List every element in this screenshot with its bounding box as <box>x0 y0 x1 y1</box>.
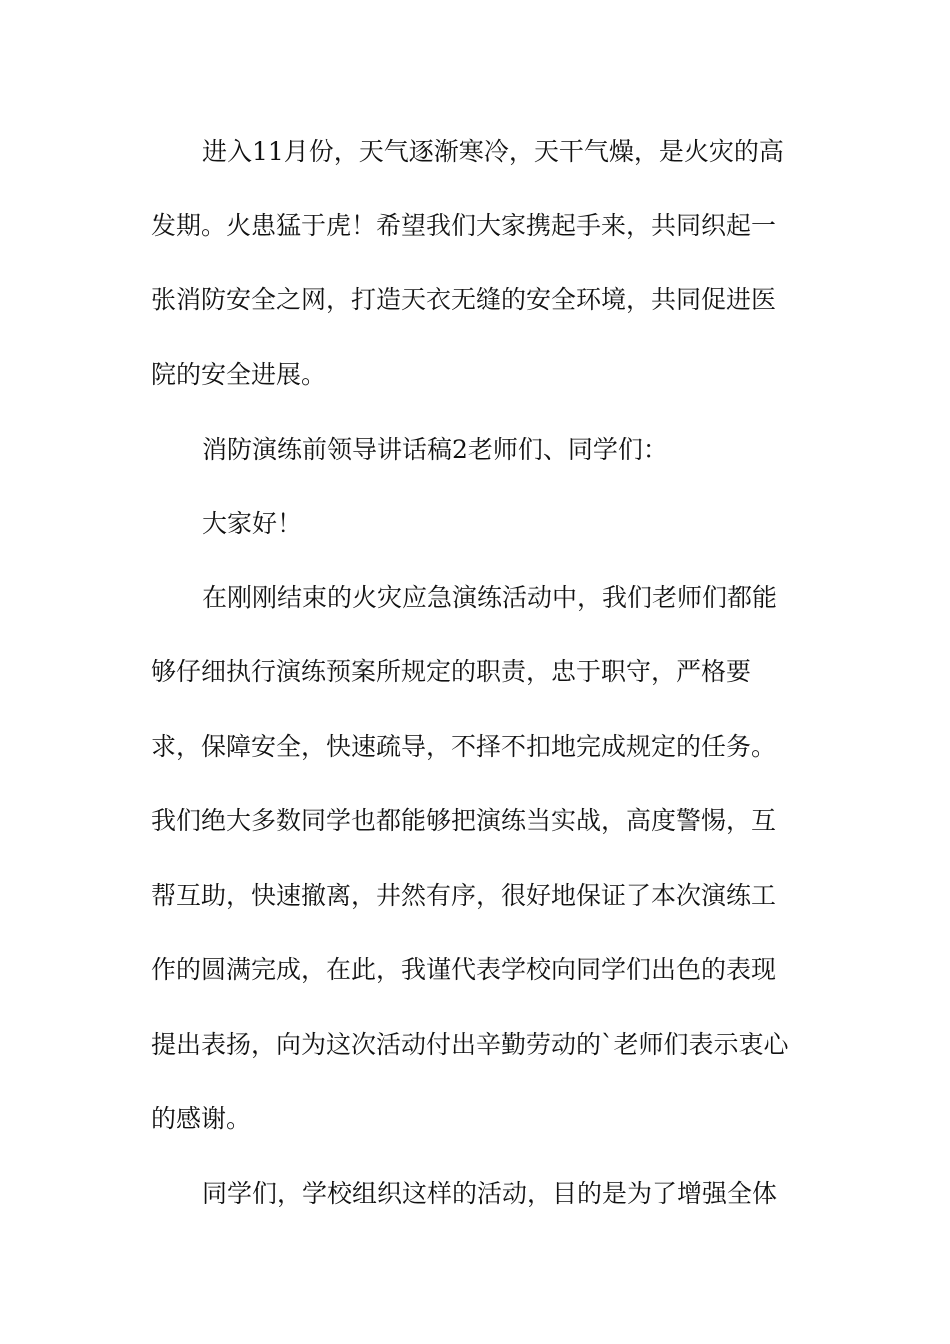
paragraph-line: 作的圆满完成，在此，我谨代表学校向同学们出色的表现 <box>151 955 777 984</box>
paragraph-line: 发期。火患猛于虎！希望我们大家携起手来，共同织起一 <box>151 211 777 240</box>
paragraph-line: 同学们，学校组织这样的活动，目的是为了增强全体 <box>202 1179 778 1208</box>
section-heading-line: 消防演练前领导讲话稿2老师们、同学们： <box>202 435 668 464</box>
paragraph-line: 进入11月份，天气逐渐寒冷，天干气燥，是火灾的高 <box>202 137 784 166</box>
paragraph-line: 在刚刚结束的火灾应急演练活动中，我们老师们都能 <box>202 583 778 612</box>
paragraph-line: 够仔细执行演练预案所规定的职责，忠于职守，严格要 <box>151 657 752 686</box>
paragraph-line: 提出表扬，向为这次活动付出辛勤劳动的`老师们表示衷心 <box>151 1030 789 1059</box>
paragraph-line: 张消防安全之网，打造天衣无缝的安全环境，共同促进医 <box>151 285 777 314</box>
paragraph-line: 求，保障安全，快速疏导，不择不扣地完成规定的任务。 <box>151 732 777 761</box>
paragraph-line: 院的安全进展。 <box>151 360 327 389</box>
greeting-line: 大家好！ <box>202 509 303 538</box>
paragraph-line: 的感谢。 <box>151 1104 252 1133</box>
paragraph-line: 帮互助，快速撤离，井然有序，很好地保证了本次演练工 <box>151 881 777 910</box>
paragraph-line: 我们绝大多数同学也都能够把演练当实战，高度警惕，互 <box>151 806 777 835</box>
